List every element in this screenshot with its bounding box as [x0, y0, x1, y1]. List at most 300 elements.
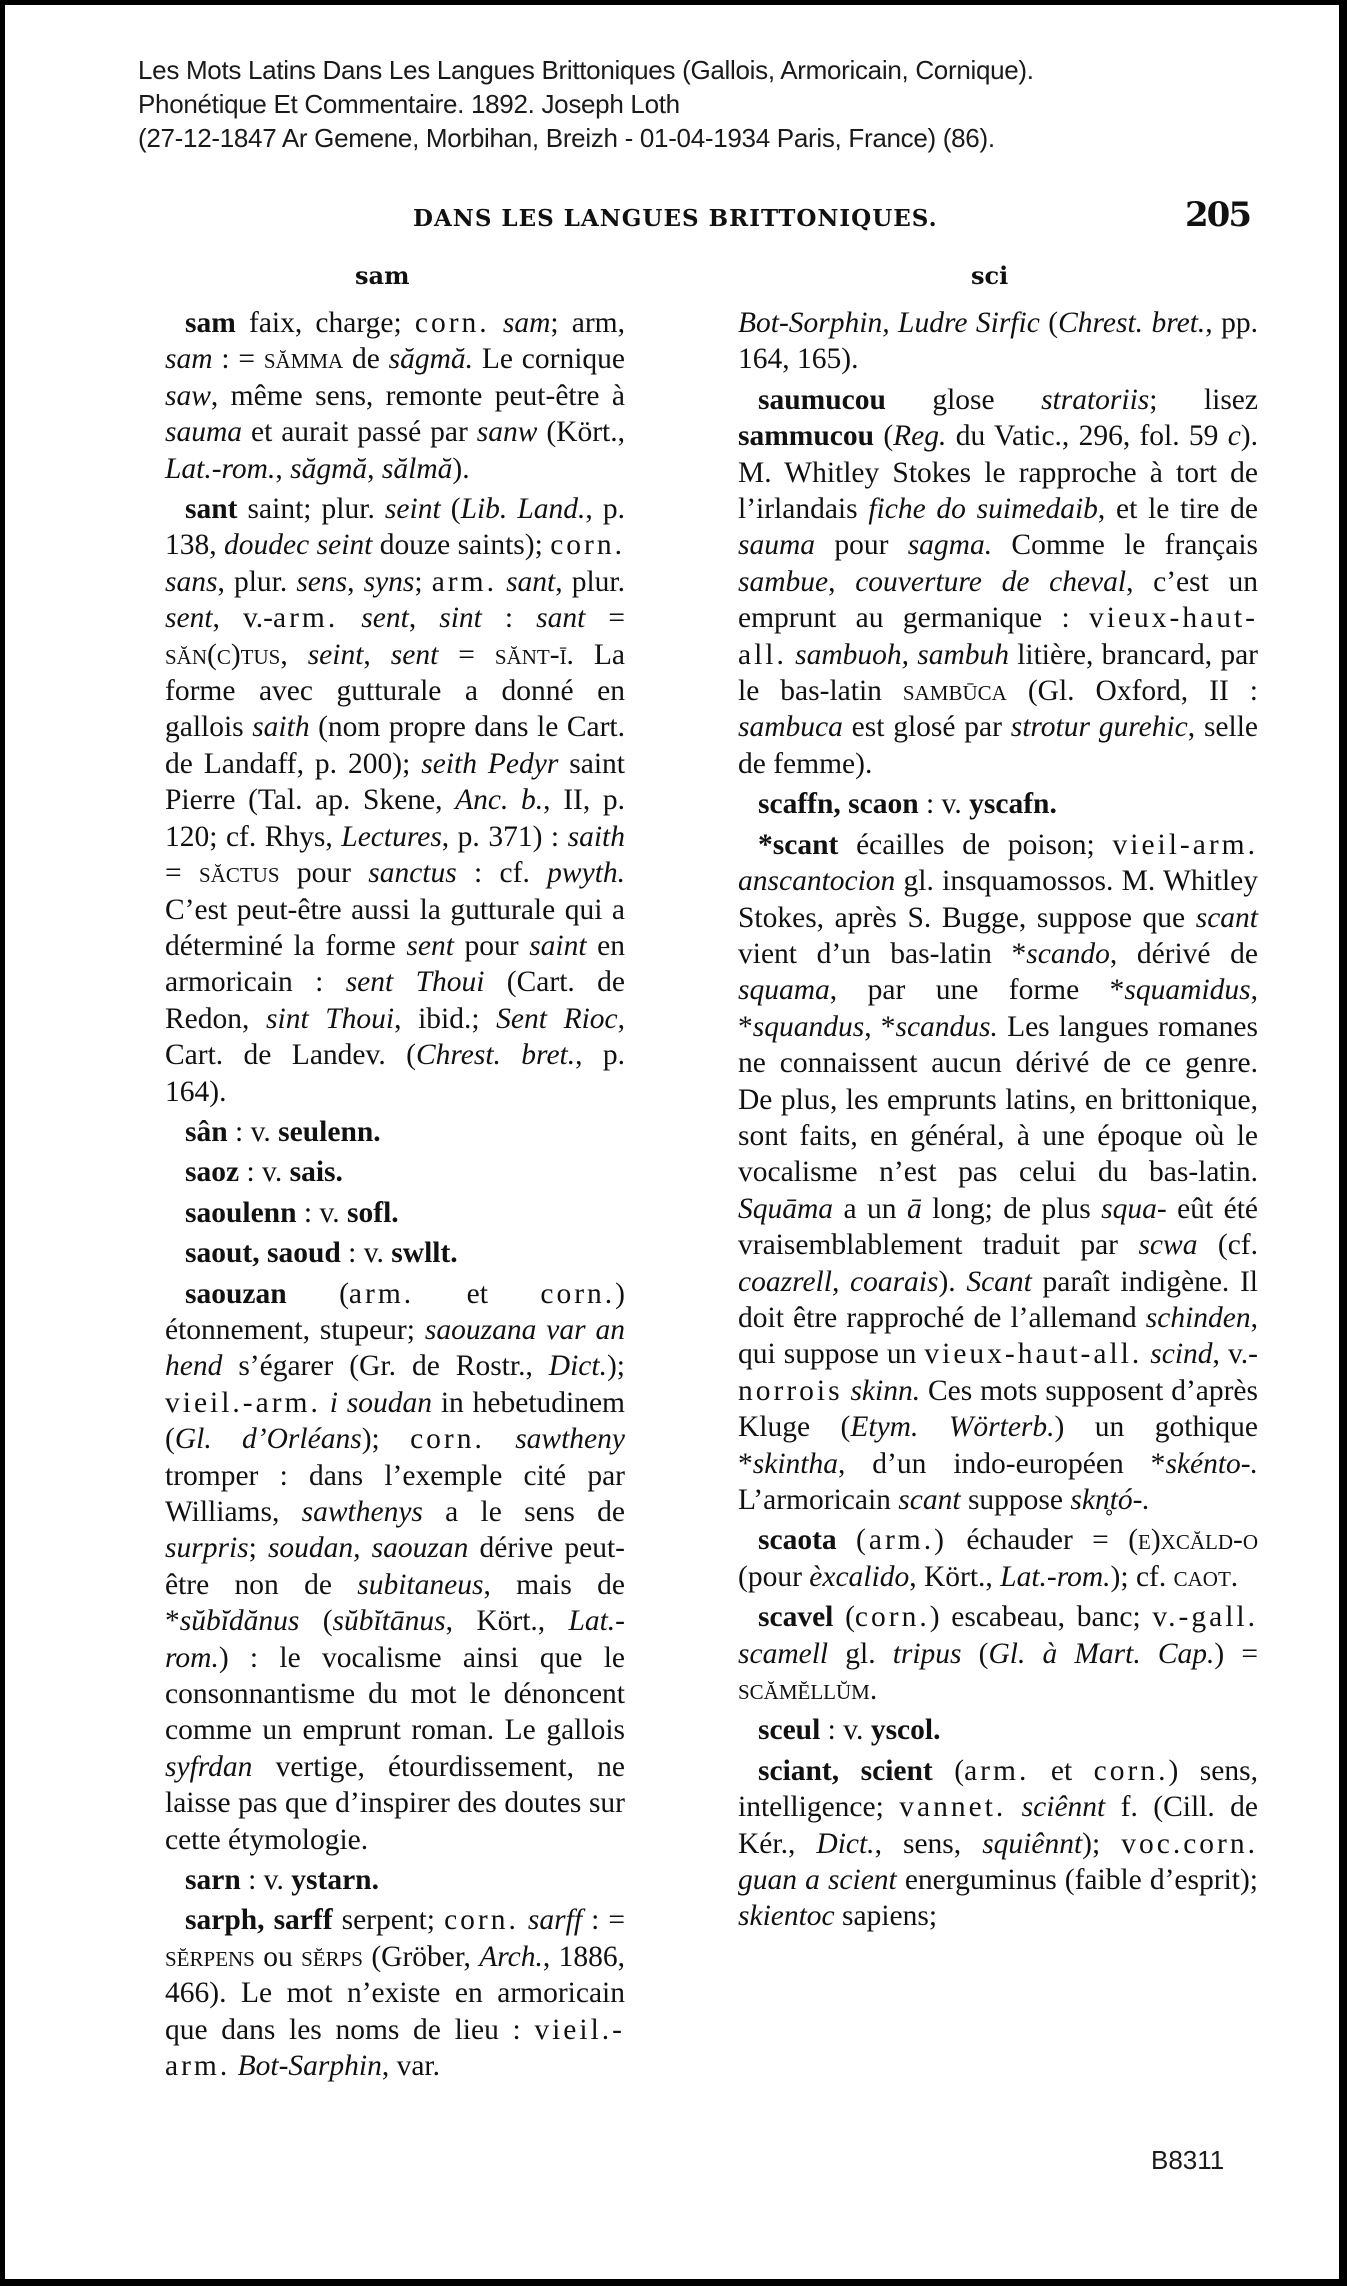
- italic-form: soudan, saouzan: [267, 1532, 469, 1565]
- entry-text: [1006, 1791, 1021, 1823]
- footer-code: B8311: [1151, 2145, 1225, 2175]
- entry-text: eût été vraisemblablement traduit par: [738, 1192, 1258, 1262]
- entry-text: du Vatic., 296, fol. 59: [946, 420, 1228, 453]
- italic-form: scando: [1026, 937, 1110, 970]
- entry-text: : v.: [820, 1714, 871, 1747]
- entry-text: ).: [452, 452, 470, 485]
- italic-form: sŭbĭdănus: [179, 1605, 300, 1638]
- entry-text: ) étonnement, stupeur;: [165, 1277, 625, 1346]
- italic-form: coazrell, coarais: [738, 1265, 939, 1298]
- italic-form: saouzana var an hend: [165, 1313, 625, 1383]
- italic-form: i soudan: [329, 1386, 432, 1419]
- headword: sofl.: [347, 1196, 399, 1229]
- latin-etymon: sĕrpens: [165, 1940, 255, 1973]
- italic-form: squiênnt: [982, 1827, 1083, 1860]
- headword: swllt.: [391, 1237, 458, 1270]
- entry-text: , qui suppose un: [738, 1301, 1258, 1371]
- entry-text: [837, 1524, 856, 1556]
- entry-text: , v.-: [1212, 1338, 1258, 1371]
- italic-form: squamidus: [1124, 974, 1251, 1007]
- entry-text: , p. 138,: [165, 493, 626, 562]
- italic-form: Arch.: [479, 1940, 543, 1973]
- italic-form: skinn.: [850, 1374, 921, 1407]
- entry-text: , *: [864, 1010, 896, 1043]
- entry-text: : v.: [239, 1156, 290, 1189]
- entry-text: ). M. Whitley Stokes le rapproche à tort de l’irlandais: [738, 420, 1258, 526]
- language-abbrev: corn.: [444, 1904, 519, 1937]
- entry-text: (pour: [738, 1560, 810, 1593]
- language-abbrev: arm.: [964, 1754, 1030, 1787]
- latin-etymon: scămĕllŭm.: [738, 1674, 878, 1707]
- italic-form: sent: [165, 602, 213, 635]
- dictionary-entry: [738, 786, 1258, 822]
- italic-form: săgmă.: [388, 343, 474, 376]
- italic-form: sambuca: [738, 711, 843, 744]
- page-number: 205: [1185, 195, 1250, 235]
- entry-text: =: [585, 602, 626, 635]
- italic-form: èxcalido: [809, 1560, 910, 1593]
- italic-form: Chrest. bret.: [1058, 307, 1206, 339]
- entry-text: (: [833, 1601, 855, 1634]
- dictionary-entry: [165, 1902, 625, 2084]
- entry-text: (: [286, 1277, 349, 1310]
- italic-form: Anc. b.: [455, 784, 544, 817]
- italic-form: Etym. Wörterb.: [850, 1411, 1055, 1444]
- entry-text: =: [438, 638, 495, 671]
- entry-text: sapiens;: [834, 1900, 938, 1933]
- italic-form: sant: [506, 565, 556, 598]
- language-abbrev: vannet.: [899, 1791, 1007, 1824]
- italic-form: Bot-Sarphin: [237, 2050, 382, 2083]
- entry-text: , Cart. de Landev. (: [165, 1002, 626, 1072]
- dictionary-entry: [165, 1114, 625, 1150]
- language-abbrev: arm.: [431, 565, 497, 598]
- entry-text: , p. 164).: [165, 1039, 626, 1108]
- italic-form: sam: [165, 343, 213, 376]
- dictionary-entry: [738, 382, 1258, 782]
- entry-text: , Kört.,: [909, 1560, 1001, 1593]
- entry-text: [519, 1904, 528, 1936]
- italic-form: scant: [898, 1484, 961, 1516]
- entry-text: (: [299, 1605, 333, 1638]
- dictionary-entry: [738, 1753, 1258, 1935]
- entry-text: ; lisez: [1149, 383, 1258, 416]
- entry-text: : v.: [240, 1864, 292, 1897]
- italic-form: sint Thoui: [266, 1002, 395, 1035]
- entry-text: gl.: [828, 1637, 893, 1670]
- latin-etymon: (e)xcăld-o: [1128, 1524, 1258, 1557]
- latin-etymon: săctus: [198, 857, 280, 890]
- entry-text: : v.: [918, 788, 970, 821]
- entry-text: douze saints);: [372, 529, 551, 562]
- language-abbrev: vieux-haut-all.: [924, 1338, 1143, 1371]
- italic-form: Chrest. bret.: [415, 1039, 576, 1072]
- italic-form: scandus.: [895, 1010, 998, 1043]
- italic-form: Lat.-rom.: [165, 452, 276, 485]
- entry-text: ;: [414, 565, 432, 598]
- catalog-banner: [138, 53, 1258, 155]
- italic-form: saith: [252, 711, 310, 744]
- entry-text: ) sens, intelligence;: [738, 1754, 1258, 1824]
- entry-text: : =: [212, 343, 264, 376]
- entry-text: a un: [833, 1192, 907, 1225]
- entry-text: C’est peut-être aussi la gutturale qui a déterminé la forme: [165, 893, 625, 962]
- latin-etymon: sambūca: [902, 675, 1007, 708]
- entry-text: , même sens, remonte peut-être à: [210, 379, 625, 412]
- italic-form: sauma: [165, 416, 243, 449]
- italic-form: săgmă: [290, 452, 368, 485]
- italic-form: syns: [363, 565, 415, 598]
- italic-form: Lat.-rom.: [1000, 1560, 1111, 1593]
- entry-text: in hebetudinem (: [165, 1386, 625, 1456]
- headword: yscol.: [870, 1714, 941, 1747]
- italic-form: schinden: [1145, 1301, 1251, 1334]
- headword: sarph, sarff: [185, 1904, 333, 1937]
- entry-text: L’armoricain: [738, 1484, 899, 1516]
- language-abbrev: norrois: [738, 1374, 843, 1407]
- italic-form: skénto-.: [1165, 1447, 1258, 1480]
- headword: saout, saoud: [185, 1237, 341, 1270]
- entry-text: ,: [347, 565, 364, 598]
- italic-form: sarff: [527, 1904, 583, 1937]
- italic-form: Lectures: [341, 820, 442, 853]
- italic-form: skientoc: [738, 1900, 835, 1933]
- italic-form: seint: [384, 493, 441, 526]
- italic-form: Bot-Sorphin, Ludre Sirfic: [738, 307, 1040, 339]
- entry-text: ,: [828, 565, 856, 598]
- entry-text: [338, 602, 361, 634]
- language-abbrev: vieux-haut-all.: [738, 602, 1258, 671]
- banner-line-2: Phonétique Et Commentaire. 1892. Joseph Loth: [138, 89, 680, 119]
- dictionary-entry: [165, 305, 625, 487]
- italic-form: sent: [390, 638, 439, 671]
- italic-form: saith: [567, 820, 625, 853]
- italic-form: sant: [536, 602, 586, 635]
- italic-form: squandus: [752, 1010, 865, 1043]
- entry-text: litière, brancard, par le bas-latin: [738, 638, 1259, 708]
- entry-text: [787, 639, 795, 671]
- italic-form: squama: [738, 974, 830, 1007]
- entry-text: , p. 371) :: [441, 820, 568, 853]
- entry-text: ,: [408, 602, 440, 635]
- entry-text: ,: [275, 452, 291, 485]
- italic-form: Reg.: [893, 420, 947, 453]
- italic-form: sălmă: [381, 452, 453, 485]
- entry-text: , mais de *: [165, 1568, 625, 1638]
- italic-form: sint: [439, 602, 482, 635]
- entry-text: , 1886, 466). Le mot n’existe en armoricain que dans les noms de lieu :: [165, 1940, 626, 2046]
- italic-form: sagma.: [907, 529, 993, 562]
- entry-text: , c’est un emprunt au germanique :: [738, 565, 1259, 635]
- dictionary-entry: [165, 1195, 625, 1231]
- italic-form: sanctus: [368, 857, 457, 890]
- italic-form: sans: [165, 565, 218, 598]
- entry-text: , d’un indo-européen *: [837, 1447, 1166, 1480]
- italic-form: sawtheny: [515, 1423, 625, 1456]
- latin-etymon: sănt-ī.: [494, 638, 574, 671]
- scanned-page: [5, 5, 1339, 2279]
- entry-text: s’égarer (Gr. de Rostr.,: [222, 1350, 549, 1383]
- dictionary-entry: [165, 1154, 625, 1190]
- entry-text: écailles de poison;: [838, 828, 1113, 861]
- headword: yscafn.: [969, 788, 1057, 821]
- entry-text: Comme le français: [992, 529, 1258, 562]
- language-abbrev: vieil.-arm.: [165, 1386, 321, 1419]
- italic-form: sciênnt: [1021, 1791, 1106, 1824]
- italic-form: fiche do suimedaib: [868, 493, 1098, 526]
- entry-text: : =: [582, 1904, 625, 1937]
- headword: *scant: [758, 828, 839, 861]
- italic-form: strotur gurehic: [1010, 711, 1188, 744]
- banner-line-1: Les Mots Latins Dans Les Langues Brittoniques (Gallois, Armoricain, Cornique).: [138, 55, 1034, 85]
- italic-form: sŭbĭtānus: [332, 1605, 446, 1638]
- italic-form: saint: [529, 929, 587, 962]
- language-abbrev: corn.: [540, 1277, 616, 1310]
- entry-text: long; de plus: [921, 1192, 1102, 1225]
- italic-form: sambuoh, sambuh: [795, 638, 1009, 671]
- latin-etymon: sĕrps: [301, 1940, 363, 1973]
- headword: ystarn.: [291, 1864, 379, 1897]
- entry-text: [490, 307, 503, 339]
- entry-text: dérive peut-être non de: [165, 1532, 625, 1601]
- italic-form: tripus: [892, 1637, 962, 1670]
- entry-text: vient d’un bas-latin *: [738, 937, 1027, 970]
- entry-text: faix, charge;: [235, 307, 415, 339]
- dictionary-entry: [738, 1712, 1258, 1748]
- language-abbrev: vieil.-arm.: [165, 2013, 625, 2083]
- language-abbrev: vieil-arm.: [1112, 828, 1258, 861]
- entry-text: (Gl. Oxford, II :: [1006, 675, 1258, 708]
- entry-text: vertige, étourdissement, ne laisse pas que d’inspirer des doutes sur cette étymologie.: [165, 1750, 625, 1856]
- entry-text: , pp. 164, 165).: [738, 307, 1258, 376]
- italic-form: scwa: [1138, 1229, 1198, 1262]
- italic-form: stratoriis: [1041, 383, 1150, 416]
- entry-text: glose: [885, 383, 1042, 416]
- entry-text: , *: [738, 974, 1258, 1043]
- entry-text: Les langues romanes ne connaissent aucun dérivé de ce genre. De plus, les emprunts latins, en brittonique, sont faits, en général, à une époque où le vocalisme n’est pas celui du bas-latin.: [738, 1010, 1258, 1189]
- italic-form: saw: [165, 379, 211, 412]
- right-text-column: [738, 305, 1258, 1939]
- entry-text: (: [440, 493, 461, 526]
- entry-text: , dérivé de: [1109, 937, 1258, 970]
- headword: saumucou: [758, 383, 886, 416]
- headword: sant: [185, 493, 238, 526]
- entry-text: ) escabeau, banc;: [929, 1601, 1153, 1634]
- headword: sarn: [185, 1864, 241, 1897]
- entry-text: , et le tire de: [1097, 493, 1258, 526]
- italic-form: seith Pedyr: [421, 747, 559, 780]
- italic-form: Scant: [966, 1265, 1032, 1298]
- language-abbrev: corn.: [1093, 1754, 1169, 1787]
- language-abbrev: corn.: [550, 529, 626, 562]
- italic-form: scind: [1150, 1338, 1213, 1371]
- headword: seulenn.: [278, 1115, 381, 1148]
- dictionary-entry: [738, 1599, 1258, 1708]
- italic-form: sanw: [476, 416, 538, 449]
- entry-text: , var.: [381, 2050, 441, 2083]
- language-abbrev: corn.: [414, 307, 490, 339]
- headword: sciant, scient: [758, 1754, 933, 1787]
- italic-form: Squāma: [738, 1192, 834, 1225]
- entry-text: energuminus (faible d’esprit);: [896, 1864, 1258, 1897]
- entry-text: );: [1082, 1827, 1122, 1860]
- italic-form: ā: [906, 1192, 922, 1225]
- headword: sais.: [289, 1156, 343, 1189]
- entry-text: ,: [367, 452, 382, 485]
- entry-text: );: [361, 1423, 411, 1456]
- entry-text: (: [1039, 307, 1059, 339]
- entry-text: et aurait passé par: [242, 416, 477, 449]
- italic-form: scamell: [738, 1637, 829, 1670]
- entry-text: et: [414, 1277, 541, 1310]
- entry-text: La forme avec gutturale a donné en gallois: [165, 638, 626, 744]
- entry-text: ).: [938, 1265, 967, 1298]
- entry-text: gl. insquamossos. M. Whitley Stokes, après S. Bugge, suppose que: [738, 865, 1258, 934]
- italic-form: skn̥tó-.: [1070, 1484, 1150, 1516]
- entry-text: Ces mots supposent d’après Kluge (: [738, 1374, 1259, 1444]
- entry-text: (Kört.,: [537, 416, 625, 449]
- entry-text: échauder =: [946, 1524, 1129, 1557]
- entry-text: :: [481, 602, 537, 635]
- entry-text: ou: [254, 1940, 302, 1973]
- entry-text: Le cornique: [473, 343, 625, 376]
- italic-form: seint: [307, 638, 364, 671]
- language-abbrev: corn.: [854, 1601, 930, 1634]
- italic-form: Lib. Land.: [460, 493, 586, 526]
- italic-form: sent: [361, 602, 409, 635]
- italic-form: squa-: [1101, 1192, 1167, 1225]
- latin-etymon: sămma: [263, 343, 344, 376]
- headword: sammucou: [738, 420, 875, 453]
- italic-form: sauma: [738, 529, 816, 562]
- entry-text: pour: [453, 929, 530, 962]
- entry-text: (: [874, 420, 894, 453]
- entry-text: (cf.: [1197, 1229, 1258, 1262]
- entry-text: ,: [363, 638, 391, 671]
- italic-form: surpris: [165, 1532, 249, 1565]
- italic-form: sens: [296, 565, 348, 598]
- entry-text: );: [606, 1350, 625, 1383]
- language-abbrev: arm.: [348, 1277, 415, 1310]
- entry-text: [230, 2050, 237, 2082]
- entry-text: (Gröber,: [362, 1940, 480, 1973]
- headword: sân: [185, 1115, 228, 1148]
- entry-text: : cf.: [456, 857, 548, 890]
- entry-text: ) un gothique *: [738, 1411, 1259, 1480]
- entry-text: (Cart. de Redon,: [165, 966, 625, 1035]
- language-abbrev: voc.corn.: [1121, 1827, 1258, 1860]
- entry-text: ;: [248, 1532, 268, 1565]
- entry-text: , v.-: [212, 602, 273, 635]
- entry-text: et: [1029, 1754, 1094, 1787]
- italic-form: sent: [406, 929, 454, 962]
- dictionary-entry: [738, 1522, 1258, 1595]
- entry-text: ) : le vocalisme ainsi que le consonnantisme du mot le dénoncent comme un emprunt roman. Le gallois: [165, 1641, 625, 1747]
- entry-text: , selle de femme).: [738, 711, 1258, 780]
- dictionary-entry: [738, 827, 1258, 1519]
- entry-text: de: [343, 343, 389, 376]
- entry-text: , II, p. 120; cf. Rhys,: [165, 784, 625, 853]
- italic-form: Lat.-rom.: [165, 1605, 626, 1674]
- italic-form: Gl. d’Orléans: [174, 1423, 362, 1456]
- entry-text: [321, 1387, 330, 1419]
- dictionary-entry: [165, 491, 625, 1110]
- latin-etymon: săn(c)tus: [165, 638, 281, 671]
- entry-text: , ibid.;: [394, 1002, 497, 1035]
- dictionary-entry: [165, 1235, 625, 1271]
- entry-text: a le sens de: [422, 1496, 626, 1528]
- italic-form: sam: [502, 307, 551, 339]
- italic-form: scant: [1195, 901, 1258, 934]
- italic-form: doudec seint: [224, 529, 373, 562]
- entry-text: (: [932, 1754, 965, 1787]
- italic-form: sent Thoui: [345, 966, 485, 999]
- entry-text: , plur.: [555, 565, 626, 598]
- italic-form: syfrdan: [165, 1750, 253, 1783]
- italic-form: subitaneus: [357, 1568, 484, 1601]
- language-abbrev: corn.: [410, 1423, 485, 1456]
- entry-text: : v.: [296, 1196, 348, 1229]
- italic-form: c: [1227, 420, 1241, 453]
- running-head: DANS LES LANGUES BRITTONIQUES.: [413, 205, 938, 232]
- entry-text: ) =: [1214, 1637, 1258, 1670]
- headword: scavel: [758, 1601, 834, 1634]
- entry-text: tromper : dans l’exemple cité par Williams,: [165, 1459, 625, 1528]
- entry-text: , Kört.,: [445, 1605, 569, 1638]
- italic-form: sambue: [738, 565, 829, 598]
- entry-text: suppose: [960, 1484, 1071, 1516]
- entry-text: : v.: [340, 1237, 392, 1270]
- entry-text: [497, 566, 506, 598]
- language-abbrev: v.-gall.: [1152, 1601, 1258, 1634]
- entry-text: saint Pierre (Tal. ap. Skene,: [165, 747, 626, 817]
- entry-text: f. (Cill. de Kér.,: [738, 1791, 1258, 1860]
- entry-text: ; arm,: [550, 307, 626, 339]
- headword: sceul: [758, 1714, 821, 1747]
- entry-text: ,: [280, 638, 308, 671]
- entry-text: (nom propre dans le Cart. de Landaff, p. 200);: [165, 711, 625, 780]
- headword: sam: [185, 307, 236, 339]
- italic-form: anscantocion: [738, 865, 896, 898]
- entry-text: en armoricain :: [165, 929, 626, 999]
- headword: saoz: [185, 1156, 240, 1189]
- headword: saoulenn: [185, 1196, 297, 1229]
- italic-form: Dict.: [548, 1350, 607, 1383]
- entry-text: , sens,: [874, 1827, 983, 1860]
- entry-text: =: [165, 857, 199, 890]
- italic-form: guan a scient: [738, 1864, 897, 1897]
- right-column-catchword: sci: [971, 261, 1009, 290]
- banner-line-3: (27-12-1847 Ar Gemene, Morbihan, Breizh - 01-04-1934 Paris, France) (86).: [138, 123, 995, 153]
- entry-text: pour: [279, 857, 369, 890]
- left-text-column: [165, 305, 625, 2089]
- entry-text: (: [961, 1637, 989, 1670]
- entry-text: , plur.: [217, 565, 297, 598]
- italic-form: pwyth.: [547, 857, 626, 890]
- italic-form: Gl. à Mart. Cap.: [988, 1637, 1215, 1670]
- headword: saouzan: [185, 1277, 287, 1310]
- entry-text: serpent;: [332, 1904, 445, 1937]
- italic-form: Sent Rioc: [496, 1002, 618, 1035]
- language-abbrev: (arm.): [856, 1524, 947, 1557]
- entry-text: pour: [815, 529, 908, 562]
- italic-form: Dict.: [816, 1827, 875, 1860]
- italic-form: skintha: [752, 1447, 838, 1480]
- dictionary-entry: [165, 1276, 625, 1859]
- entry-text: , par une forme *: [829, 974, 1125, 1007]
- italic-form: sawthenys: [301, 1496, 423, 1528]
- dictionary-entry: [165, 1862, 625, 1898]
